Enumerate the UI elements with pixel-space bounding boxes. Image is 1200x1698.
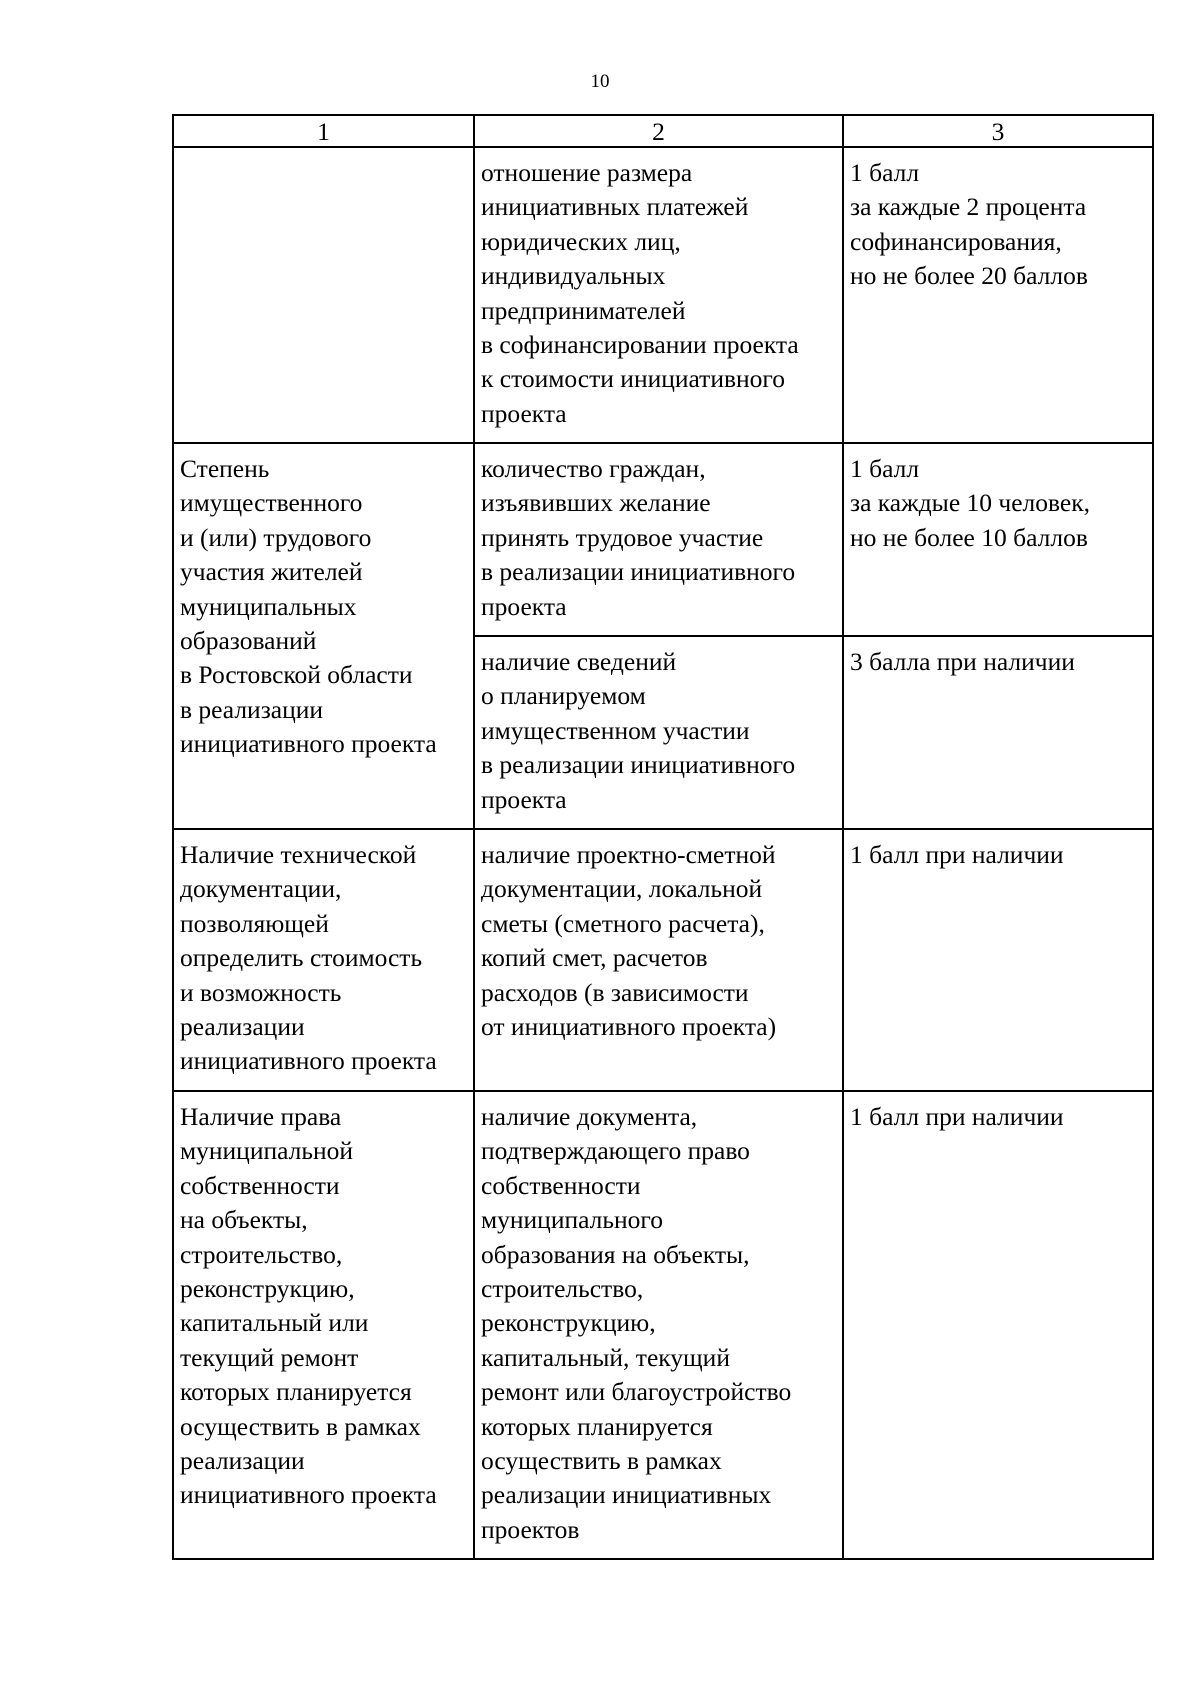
table-row [173, 829, 1153, 1091]
column-header-2: 2 [474, 115, 843, 147]
page-number: 10 [590, 71, 610, 92]
criterion-cell: Наличие технической документации, позволяющей определить стоимость и возможность реализации инициативного проекта [173, 829, 474, 1091]
criterion-cell: Наличие права муниципальной собственности на объекты, строительство, реконструкцию, капитальный или текущий ремонт которых планируется осуществить в рамках реализации инициативного проекта [173, 1091, 474, 1559]
indicator-cell: наличие документа, подтверждающего право собственности муниципального образования на объекты, строительство, реконструкцию, капитальный, текущий ремонт или благоустройство которых планируется осуществить в рамках реализации инициативных проектов [474, 1091, 843, 1559]
criterion-cell: Степень имущественного и (или) трудового участия жителей муниципальных образований в Ростовской области в реализации инициативного проекта [173, 443, 474, 829]
score-cell: 1 балл при наличии [843, 1091, 1153, 1559]
criteria-table [172, 114, 1154, 1560]
score-cell: 1 балл при наличии [843, 829, 1153, 1091]
criterion-cell [173, 147, 474, 443]
indicator-cell: наличие сведений о планируемом имущественном участии в реализации инициативного проекта [474, 636, 843, 829]
score-cell: 1 балл за каждые 10 человек, но не более 10 баллов [843, 443, 1153, 636]
indicator-cell: наличие проектно-сметной документации, локальной сметы (сметного расчета), копий смет, расчетов расходов (в зависимости от инициативного проекта) [474, 829, 843, 1091]
table-row [173, 1091, 1153, 1559]
indicator-cell: количество граждан, изъявивших желание принять трудовое участие в реализации инициативного проекта [474, 443, 843, 636]
column-header-1: 1 [173, 115, 474, 147]
indicator-cell: отношение размера инициативных платежей юридических лиц, индивидуальных предпринимателей в софинансировании проекта к стоимости инициативного проекта [474, 147, 843, 443]
table-row [173, 147, 1153, 443]
score-cell: 3 балла при наличии [843, 636, 1153, 829]
column-header-3: 3 [843, 115, 1153, 147]
table-header-row [173, 115, 1153, 147]
score-cell: 1 балл за каждые 2 процента софинансирования, но не более 20 баллов [843, 147, 1153, 443]
table-row [173, 443, 1153, 636]
